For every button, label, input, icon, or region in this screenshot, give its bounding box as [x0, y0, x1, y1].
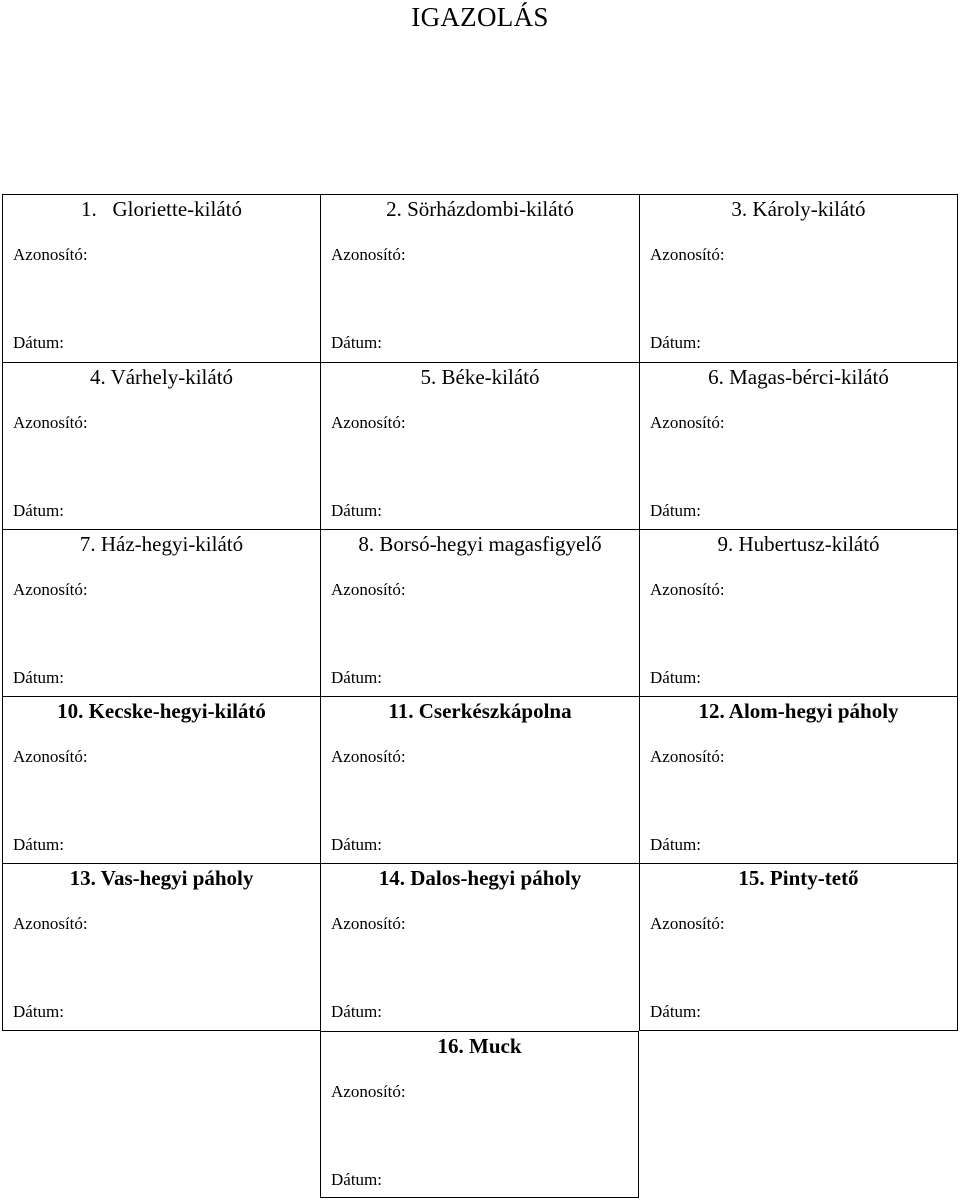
- id-label: Azonosító:: [650, 413, 725, 432]
- id-label: Azonosító:: [331, 245, 406, 264]
- station-name: 8. Borsó-hegyi magasfigyelő: [358, 532, 602, 556]
- station-name: 14. Dalos-hegyi páholy: [378, 866, 582, 890]
- station-name: 7. Ház-hegyi-kilátó: [79, 532, 244, 556]
- date-label: Dátum:: [13, 501, 64, 520]
- station-cell: [320, 696, 639, 863]
- id-label: Azonosító:: [13, 747, 88, 766]
- date-label: Dátum:: [650, 668, 701, 687]
- id-label: Azonosító:: [650, 245, 725, 264]
- station-name: 5. Béke-kilátó: [420, 365, 540, 389]
- station-name: 6. Magas-bérci-kilátó: [708, 365, 889, 389]
- id-label: Azonosító:: [331, 914, 406, 933]
- station-cell: [2, 863, 320, 1031]
- id-label: Azonosító:: [650, 580, 725, 599]
- date-label: Dátum:: [331, 1170, 382, 1189]
- id-label: Azonosító:: [13, 413, 88, 432]
- date-label: Dátum:: [13, 668, 64, 687]
- station-cell: [320, 362, 639, 529]
- station-cell: [320, 529, 639, 696]
- station-name: 16. Muck: [437, 1034, 522, 1058]
- id-label: Azonosító:: [650, 747, 725, 766]
- date-label: Dátum:: [650, 333, 701, 352]
- date-label: Dátum:: [331, 668, 382, 687]
- id-label: Azonosító:: [13, 580, 88, 599]
- id-label: Azonosító:: [331, 580, 406, 599]
- station-cell: [639, 362, 958, 529]
- station-name: 15. Pinty-tető: [738, 866, 859, 890]
- station-cell: [320, 1031, 639, 1198]
- date-label: Dátum:: [331, 835, 382, 854]
- station-name: 11. Cserkészkápolna: [388, 699, 572, 723]
- station-name: 1. Gloriette-kilátó: [81, 197, 242, 221]
- date-label: Dátum:: [650, 835, 701, 854]
- id-label: Azonosító:: [650, 914, 725, 933]
- station-name: 13. Vas-hegyi páholy: [69, 866, 254, 890]
- station-name: 3. Károly-kilátó: [731, 197, 866, 221]
- station-cell: [2, 362, 320, 529]
- station-cell: [320, 863, 639, 1031]
- page-title: IGAZOLÁS: [411, 2, 549, 32]
- date-label: Dátum:: [331, 1002, 382, 1021]
- station-name: 4. Várhely-kilátó: [89, 365, 234, 389]
- station-cell: [639, 696, 958, 863]
- station-cell: [639, 863, 958, 1031]
- station-cell: [639, 529, 958, 696]
- id-label: Azonosító:: [331, 413, 406, 432]
- date-label: Dátum:: [13, 1002, 64, 1021]
- date-label: Dátum:: [13, 333, 64, 352]
- id-label: Azonosító:: [331, 1082, 406, 1101]
- date-label: Dátum:: [13, 835, 64, 854]
- station-cell: [2, 529, 320, 696]
- station-name: 10. Kecske-hegyi-kilátó: [57, 699, 266, 723]
- id-label: Azonosító:: [331, 747, 406, 766]
- station-name: 2. Sörházdombi-kilátó: [386, 197, 574, 221]
- id-label: Azonosító:: [13, 245, 88, 264]
- station-cell: [320, 194, 639, 362]
- date-label: Dátum:: [331, 333, 382, 352]
- station-cell: [639, 194, 958, 362]
- station-name: 12. Alom-hegyi páholy: [698, 699, 899, 723]
- date-label: Dátum:: [650, 1002, 701, 1021]
- station-cell: [2, 194, 320, 362]
- date-label: Dátum:: [331, 501, 382, 520]
- station-cell: [2, 696, 320, 863]
- station-name: 9. Hubertusz-kilátó: [717, 532, 880, 556]
- date-label: Dátum:: [650, 501, 701, 520]
- id-label: Azonosító:: [13, 914, 88, 933]
